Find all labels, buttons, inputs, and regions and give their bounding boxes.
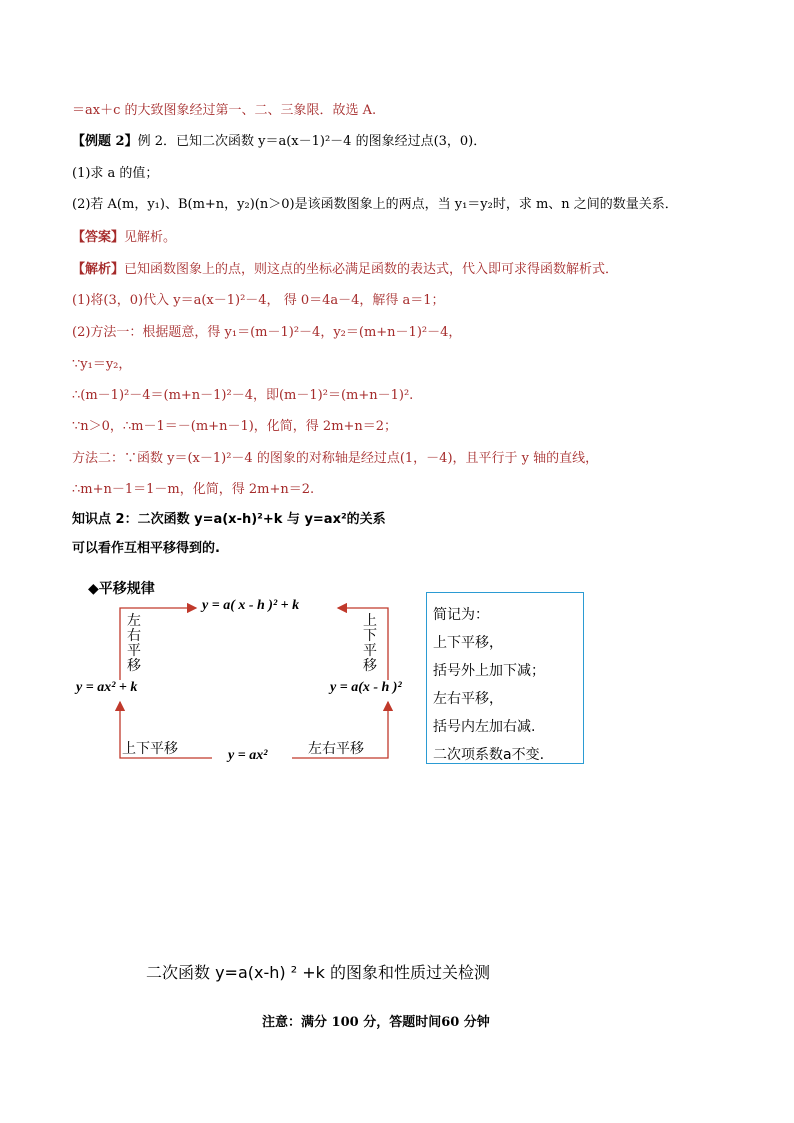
analysis-tag: 【解析】: [72, 262, 125, 277]
analysis-text: 已知函数图象上的点，则这点的坐标必满足函数的表达式，代入即可求得函数解析式．: [124, 262, 619, 277]
note-item: 括号内左加右减.: [433, 719, 536, 735]
right-vertical-label: [362, 614, 378, 674]
answer-text: 见解析。: [124, 230, 177, 245]
note-item: 上下平移，: [433, 635, 503, 651]
vert-char: 下: [363, 628, 377, 644]
text-line-1: ＝ax＋c 的大致图象经过第一、二、三象限．故选 A.: [72, 103, 377, 118]
vert-char: 上: [363, 613, 377, 629]
example-2-line: [72, 134, 486, 150]
bottom-left-label: 上下平移: [122, 741, 178, 757]
question-part-1: (1)求 a 的值；: [72, 166, 159, 181]
section-title: 二次函数 y=a(x-h) ² +k 的图象和性质过关检测: [146, 963, 490, 982]
bottom-right-label: 左右平移: [308, 741, 364, 757]
bottom-formula: y = ax²: [228, 748, 268, 763]
solution-line-4: ∴(m－1)²－4＝(m+n－1)²－4，即(m－1)²＝(m+n－1)².: [72, 388, 414, 403]
knowledge-point-2: 知识点 2：二次函数 y=a(x-h)²+k 与 y=ax²的关系: [72, 512, 386, 527]
diagram-title: ◆平移规律: [88, 581, 155, 597]
knowledge-point-desc: 可以看作互相平移得到的.: [72, 541, 220, 556]
top-formula: y = a( x - h )² + k: [202, 598, 300, 613]
note-item: 二次项系数a不变.: [433, 747, 545, 763]
solution-line-5: ∵n＞0，∴m－1＝－(m+n－1)，化简，得 2m+n＝2；: [72, 419, 398, 434]
solution-line-7: ∴m+n－1＝1－m，化简，得 2m+n＝2.: [72, 482, 315, 497]
note-item: 括号外上加下减；: [433, 663, 545, 679]
analysis-line: [72, 262, 618, 278]
example-tag: 【例题 2】: [72, 134, 138, 149]
answer-line: [72, 230, 176, 246]
question-part-2: (2)若 A(m，y₁)、B(m+n，y₂)(n＞0)是该函数图象上的两点，当 y₁＝y₂时，求 m、n 之间的数量关系．: [72, 197, 678, 212]
answer-tag: 【答案】: [72, 230, 125, 245]
solution-line-1: (1)将(3，0)代入 y＝a(x－1)²－4， 得 0＝4a－4，解得 a＝1；: [72, 293, 445, 308]
vert-char: 移: [363, 658, 377, 674]
summary-note-box: [426, 592, 584, 764]
solution-line-6: 方法二：∵函数 y＝(x－1)²－4 的图象的对称轴是经过点(1，－4)，且平行于 y 轴的直线，: [72, 451, 599, 466]
right-formula: y = a(x - h )²: [330, 680, 402, 695]
note-item: 左右平移，: [433, 691, 503, 707]
left-formula: y = ax² + k: [76, 680, 138, 695]
vert-char: 移: [127, 658, 141, 674]
vert-char: 左: [127, 613, 141, 629]
note-item: 简记为：: [433, 607, 489, 623]
vert-char: 平: [127, 643, 141, 659]
vert-char: 右: [127, 628, 141, 644]
left-vertical-label: [126, 614, 142, 674]
solution-line-2: (2)方法一：根据题意，得 y₁＝(m－1)²－4，y₂＝(m+n－1)²－4，: [72, 325, 462, 340]
solution-line-3: ∵y₁＝y₂，: [72, 357, 132, 372]
exam-notice: 注意：满分 100 分，答题时间60 分钟: [262, 1015, 490, 1030]
example-question: 例 2．已知二次函数 y＝a(x－1)²－4 的图象经过点(3，0)．: [137, 134, 487, 149]
vert-char: 平: [363, 643, 377, 659]
